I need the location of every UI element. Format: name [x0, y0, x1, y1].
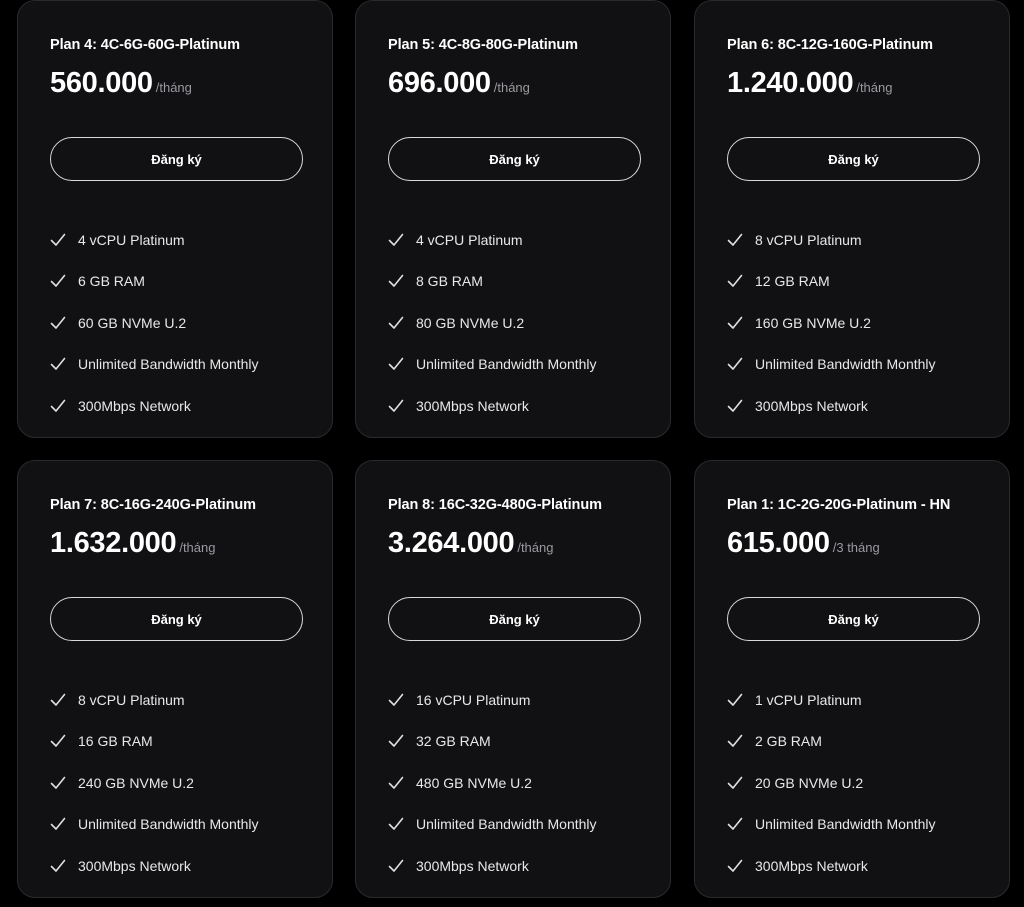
feature-label: 4 vCPU Platinum [416, 231, 523, 248]
check-icon [727, 693, 743, 707]
feature-item [388, 344, 597, 386]
feature-label: 300Mbps Network [755, 857, 868, 874]
check-icon [388, 693, 404, 707]
feature-item [50, 679, 259, 721]
check-icon [50, 859, 66, 873]
plan-title: Plan 4: 4C-6G-60G-Platinum [50, 37, 240, 53]
feature-list [50, 219, 259, 427]
feature-item [727, 261, 936, 303]
plan-period: /tháng [179, 540, 216, 555]
check-icon [727, 734, 743, 748]
feature-list [50, 679, 259, 887]
feature-item [388, 385, 597, 427]
feature-label: 300Mbps Network [78, 397, 191, 414]
check-icon [727, 859, 743, 873]
feature-item [388, 845, 597, 887]
check-icon [50, 274, 66, 288]
check-icon [50, 357, 66, 371]
feature-list [727, 219, 936, 427]
feature-label: 480 GB NVMe U.2 [416, 774, 532, 791]
plan-card [355, 460, 671, 898]
plan-price: 3.264.000 [388, 527, 515, 559]
feature-label: 1 vCPU Platinum [755, 691, 862, 708]
feature-label: 300Mbps Network [78, 857, 191, 874]
check-icon [50, 693, 66, 707]
plan-price: 560.000 [50, 67, 153, 99]
feature-item [50, 762, 259, 804]
plan-price: 696.000 [388, 67, 491, 99]
feature-label: 300Mbps Network [416, 397, 529, 414]
feature-item [727, 721, 936, 763]
check-icon [50, 233, 66, 247]
register-button[interactable]: Đăng ký [388, 597, 641, 641]
feature-item [727, 845, 936, 887]
plan-period: /3 tháng [832, 540, 880, 555]
plan-price: 1.632.000 [50, 527, 177, 559]
feature-item [388, 219, 597, 261]
feature-label: Unlimited Bandwidth Monthly [755, 356, 936, 373]
check-icon [50, 817, 66, 831]
check-icon [727, 233, 743, 247]
check-icon [388, 233, 404, 247]
feature-item [727, 385, 936, 427]
feature-label: 16 vCPU Platinum [416, 691, 531, 708]
plan-price: 1.240.000 [727, 67, 854, 99]
plan-card [694, 460, 1010, 898]
check-icon [727, 817, 743, 831]
plan-period: /tháng [856, 80, 893, 95]
feature-item [50, 385, 259, 427]
feature-label: 8 vCPU Platinum [78, 691, 185, 708]
feature-item [388, 721, 597, 763]
feature-list [388, 679, 597, 887]
feature-label: 20 GB NVMe U.2 [755, 774, 864, 791]
feature-label: 8 vCPU Platinum [755, 231, 862, 248]
feature-item [388, 762, 597, 804]
feature-item [388, 261, 597, 303]
plan-period: /tháng [517, 540, 554, 555]
feature-list [727, 679, 936, 887]
check-icon [727, 399, 743, 413]
check-icon [388, 859, 404, 873]
plan-title: Plan 6: 8C-12G-160G-Platinum [727, 37, 933, 53]
register-button[interactable]: Đăng ký [50, 597, 303, 641]
check-icon [50, 316, 66, 330]
check-icon [388, 399, 404, 413]
feature-item [388, 302, 597, 344]
check-icon [727, 357, 743, 371]
feature-label: 16 GB RAM [78, 733, 153, 750]
feature-item [50, 845, 259, 887]
feature-item [388, 804, 597, 846]
feature-item [727, 679, 936, 721]
feature-item [50, 261, 259, 303]
feature-label: Unlimited Bandwidth Monthly [78, 816, 259, 833]
feature-label: 160 GB NVMe U.2 [755, 314, 871, 331]
price-row [727, 67, 892, 100]
price-row [727, 527, 880, 560]
register-button[interactable]: Đăng ký [50, 137, 303, 181]
price-row [50, 67, 192, 100]
feature-label: Unlimited Bandwidth Monthly [755, 816, 936, 833]
feature-label: 80 GB NVMe U.2 [416, 314, 525, 331]
feature-item [50, 302, 259, 344]
feature-item [727, 804, 936, 846]
feature-item [50, 721, 259, 763]
plan-period: /tháng [155, 80, 192, 95]
plan-price: 615.000 [727, 527, 830, 559]
plan-title: Plan 8: 16C-32G-480G-Platinum [388, 497, 602, 513]
feature-item [50, 219, 259, 261]
check-icon [388, 776, 404, 790]
feature-item [727, 344, 936, 386]
feature-label: 8 GB RAM [416, 273, 483, 290]
plan-title: Plan 7: 8C-16G-240G-Platinum [50, 497, 256, 513]
feature-label: Unlimited Bandwidth Monthly [416, 356, 597, 373]
feature-label: 6 GB RAM [78, 273, 145, 290]
plan-card [694, 0, 1010, 438]
check-icon [388, 357, 404, 371]
feature-label: Unlimited Bandwidth Monthly [416, 816, 597, 833]
plan-card [17, 460, 333, 898]
check-icon [50, 776, 66, 790]
feature-label: Unlimited Bandwidth Monthly [78, 356, 259, 373]
check-icon [50, 734, 66, 748]
feature-list [388, 219, 597, 427]
feature-label: 12 GB RAM [755, 273, 830, 290]
price-row [50, 527, 215, 560]
check-icon [727, 776, 743, 790]
feature-label: 4 vCPU Platinum [78, 231, 185, 248]
check-icon [388, 316, 404, 330]
plan-title: Plan 1: 1C-2G-20G-Platinum - HN [727, 497, 951, 513]
plan-period: /tháng [493, 80, 530, 95]
feature-item [727, 219, 936, 261]
register-button[interactable]: Đăng ký [727, 597, 980, 641]
feature-label: 300Mbps Network [416, 857, 529, 874]
check-icon [50, 399, 66, 413]
feature-item [50, 804, 259, 846]
plan-card [355, 0, 671, 438]
check-icon [388, 734, 404, 748]
register-button[interactable]: Đăng ký [727, 137, 980, 181]
price-row [388, 527, 553, 560]
check-icon [388, 274, 404, 288]
feature-item [388, 679, 597, 721]
feature-label: 60 GB NVMe U.2 [78, 314, 187, 331]
feature-label: 240 GB NVMe U.2 [78, 774, 194, 791]
feature-label: 300Mbps Network [755, 397, 868, 414]
feature-item [727, 762, 936, 804]
plan-card [17, 0, 333, 438]
plan-title: Plan 5: 4C-8G-80G-Platinum [388, 37, 578, 53]
check-icon [727, 274, 743, 288]
feature-label: 2 GB RAM [755, 733, 822, 750]
check-icon [727, 316, 743, 330]
register-button[interactable]: Đăng ký [388, 137, 641, 181]
feature-item [50, 344, 259, 386]
check-icon [388, 817, 404, 831]
feature-label: 32 GB RAM [416, 733, 491, 750]
price-row [388, 67, 530, 100]
feature-item [727, 302, 936, 344]
